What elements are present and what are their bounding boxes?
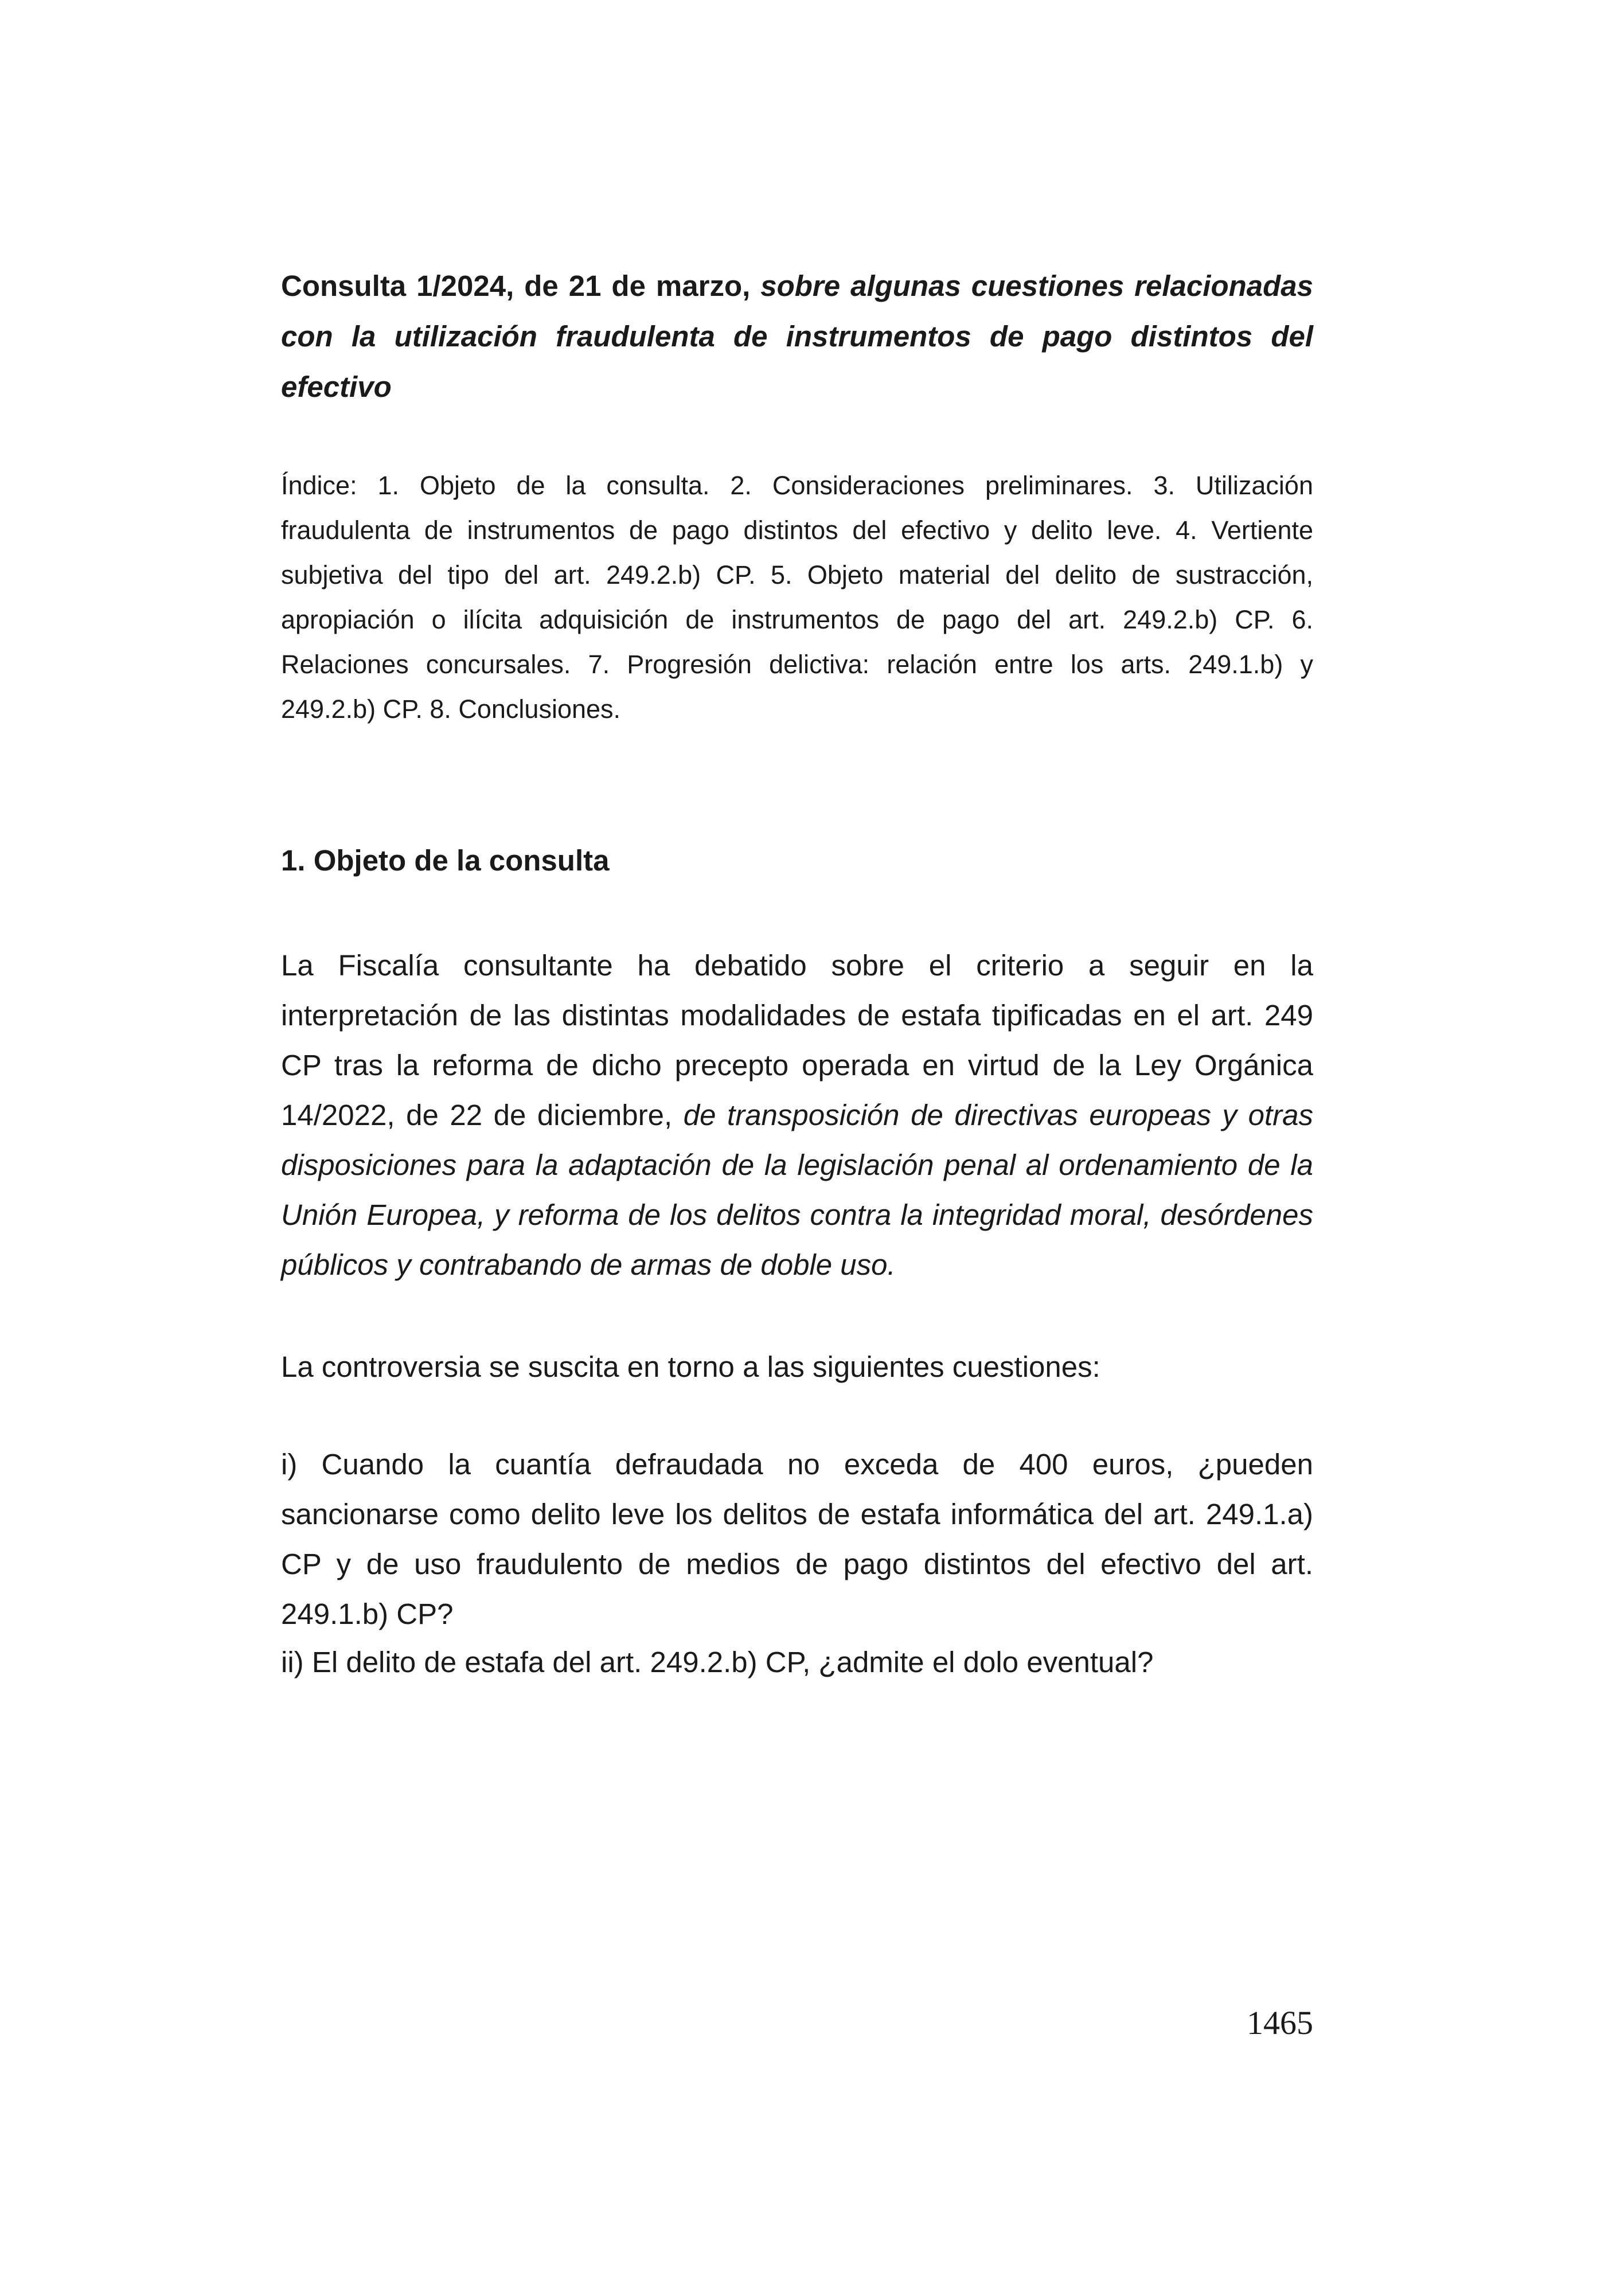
title-bold-part: Consulta 1/2024, de 21 de marzo, bbox=[281, 270, 761, 302]
paragraph-4: ii) El delito de estafa del art. 249.2.b) CP, ¿admite el dolo eventual? bbox=[281, 1646, 1154, 1678]
paragraph-1-italic: de transposición de directivas europeas y otras disposiciones para la adaptación de la legislación penal al ordenamiento de la Unión Europea, y reforma de los delitos contra la integridad moral, desórdenes públicos y contrabando de armas de doble uso. bbox=[281, 1099, 1313, 1281]
table-of-contents: Índice: 1. Objeto de la consulta. 2. Consideraciones preliminares. 3. Utilización fraudulenta de instrumentos de pago distintos del efectivo y delito leve. 4. Vertiente subjetiva del tipo del art. 249.2.b) CP. 5. Objeto material del delito de sustracción, apropiación o ilícita adquisición de instrumentos de pago del art. 249.2.b) CP. 6. Relaciones concursales. 7. Progresión delictiva: relación entre los arts. 249.1.b) y 249.2.b) CP. 8. Conclusiones. bbox=[281, 471, 1313, 724]
paragraph-1 bbox=[281, 940, 1313, 1290]
page-number: 1465 bbox=[1247, 2004, 1313, 2041]
section-heading: 1. Objeto de la consulta bbox=[281, 844, 610, 877]
title-italic-part: sobre algunas cuestiones relacionadas con la utilización fraudulenta de instrumentos de pago distintos del efectivo bbox=[281, 270, 1313, 403]
paragraph-1-plain: La Fiscalía consultante ha debatido sobre el criterio a seguir en la interpretación de las distintas modalidades de estafa tipificadas en el art. 249 CP tras la reforma de dicho precepto operada en virtud de la Ley Orgánica 14/2022, de 22 de diciembre, bbox=[281, 949, 1313, 1131]
paragraph-2: La controversia se suscita en torno a las siguientes cuestiones: bbox=[281, 1350, 1100, 1383]
document-title bbox=[281, 261, 1313, 412]
paragraph-3: i) Cuando la cuantía defraudada no exceda de 400 euros, ¿pueden sancionarse como delito leve los delitos de estafa informática del art. 249.1.a) CP y de uso fraudulento de medios de pago distintos del efectivo del art. 249.1.b) CP? bbox=[281, 1448, 1313, 1630]
